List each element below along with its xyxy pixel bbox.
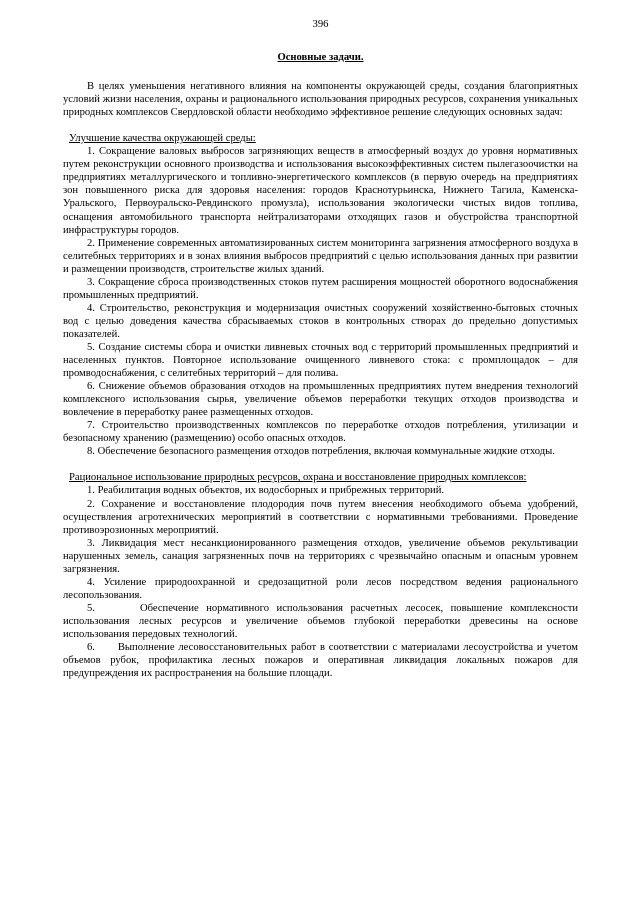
list-item: 1. Реабилитация водных объектов, их водосборных и прибрежных территорий.	[87, 485, 445, 497]
list-item: 6. Снижение объемов образования отходов на промышленных предприятиях путем внедрения технологий комплексного использования сырья, увеличение объемов переработки текущих отходов производства и вовлечение в переработку ранее размещенных отходов.	[63, 381, 578, 419]
list-item: 4. Строительство, реконструкция и модернизация очистных сооружений хозяйственно-бытовых сточных вод с целью доведения качества сбрасываемых стоков в контрольных створах до предельно допустимых показателей.	[63, 302, 578, 340]
page-number: 396	[312, 19, 329, 30]
list-item: 2. Сохранение и восстановление плодородия почв путем внесения необходимого объема удобрений, осуществления агротехнических мероприятий в соответствии с нормативными требованиями. Проведение противоэрозионных мероприятий.	[63, 498, 578, 536]
document-page	[63, 18, 581, 680]
page-title: Основные задачи.	[277, 52, 364, 64]
spacer	[63, 458, 578, 471]
list-item: 4. Усиление природоохранной и средозащитной роли лесов посредством ведения рационального лесопользования.	[63, 576, 578, 601]
list-item: 1. Сокращение валовых выбросов загрязняющих веществ в атмосферный воздух до уровня нормативных путем реконструкции основного производства и использования высокоэффективных систем пылегазоочистки на предприятиях металлургического и топливно-энергетического комплексов (в первую очередь на предприятиях зон повышенного риска для здоровья населения: городов Краснотурьинска, Нижнего Тагила, Каменска-Уральского, Первоуральско-Ревдинского промузла), использования экологически чистых видов топлива, оснащения автомобильного транспорта нейтрализаторами отходящих газов и обустройства транспортной инфраструктуры городов.	[63, 146, 578, 236]
list-item: 3. Ликвидация мест несанкционированного размещения отходов, увеличение объемов рекультивации нарушенных земель, санация загрязненных почв на территориях с чрезвычайно опасным и опасным уровнем загрязнения.	[63, 537, 578, 575]
list-item: 6. Выполнение лесовосстановительных работ в соответствии с материалами лесоустройства и учетом объемов рубок, профилактика лесных пожаров и оперативная ликвидация локальных пожаров для предупреждения их распространения на большие площади.	[63, 642, 581, 680]
list-item: 2. Применение современных автоматизированных систем мониторинга загрязнения атмосферного воздуха в селитебных территориях и в зонах влияния выбросов предприятий с целью использования данных при развитии и размещении производств, строительстве жилых зданий.	[63, 237, 578, 275]
spacer	[63, 119, 578, 132]
list-item: 3. Сокращение сброса производственных стоков путем расширения мощностей оборотного водоснабжения промышленных предприятий.	[63, 276, 578, 301]
section-heading-environment: Улучшение качества окружающей среды:	[69, 133, 256, 145]
section-heading-natural-resources: Рациональное использование природных ресурсов, охрана и восстановление природных комплексов:	[69, 472, 527, 484]
list-item: 5. Создание системы сбора и очистки ливневых сточных вод с территорий промышленных предприятий и населенных пунктов. Повторное использование очищенного ливневого стока: с промплощадок – для промводоснабжения, с селитебных территорий – для полива.	[63, 341, 578, 380]
list-item: 5. Обеспечение нормативного использования расчетных лесосек, повышение комплексности использования лесных ресурсов и увеличение объемов глубокой переработки древесины на основе использования передовых технологий.	[63, 602, 581, 640]
list-item: 8. Обеспечение безопасного размещения отходов потребления, включая коммунальные жидкие отходы.	[87, 446, 555, 458]
list-item: 7. Строительство производственных комплексов по переработке отходов потребления, утилизации и безопасному хранению (размещению) особо опасных отходов.	[63, 420, 578, 445]
intro-paragraph: В целях уменьшения негативного влияния на компоненты окружающей среды, создания благоприятных условий жизни населения, охраны и рационального использования природных ресурсов, сохранения уникальных природных комплексов Свердловской области необходимо эффективное решение следующих основных задач:	[63, 81, 578, 119]
